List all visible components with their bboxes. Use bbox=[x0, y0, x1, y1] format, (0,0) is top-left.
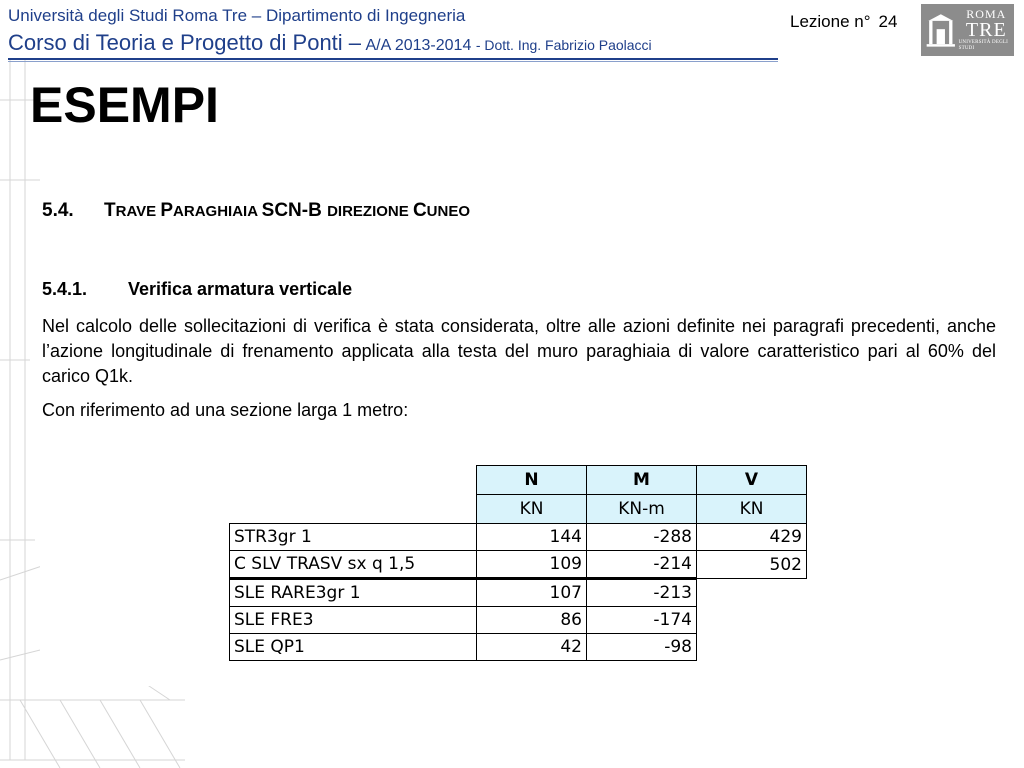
table-row bbox=[230, 607, 807, 634]
unit-N: KN bbox=[477, 495, 587, 524]
table-row bbox=[230, 579, 807, 607]
logo-words bbox=[959, 8, 1014, 52]
subsection-title: Verifica armatura verticale bbox=[128, 279, 353, 299]
logo-tre: TRE bbox=[965, 19, 1007, 41]
paragraph-2: Con riferimento ad una sezione larga 1 metro: bbox=[42, 400, 409, 420]
table-row bbox=[230, 524, 807, 551]
cell-M: -213 bbox=[587, 579, 697, 607]
row-label: SLE FRE3 bbox=[230, 607, 477, 634]
section-title-part: C bbox=[412, 200, 427, 221]
subsection-number: 5.4.1. bbox=[42, 279, 88, 299]
course-title: Corso di Teoria e Progetto di Ponti – bbox=[8, 30, 362, 55]
roma-tre-logo bbox=[921, 4, 1014, 56]
paragraph-1: Nel calcolo delle sollecitazioni di verifica è stata considerata, oltre alle azioni definite nei paragrafi precedenti, anche l’azione longitudinale di frenamento applicata alla testa del muro paraghiaia di valore caratteristico pari al 60% del carico Q1k. bbox=[42, 316, 996, 386]
arch-icon bbox=[925, 7, 957, 53]
row-label: SLE RARE3gr 1 bbox=[230, 579, 477, 607]
section-title-part: T bbox=[104, 200, 116, 221]
logo-subtitle: UNIVERSITÀ DEGLI STUDI bbox=[958, 40, 1009, 51]
cell-N: 109 bbox=[477, 551, 587, 579]
university-line: Università degli Studi Roma Tre – Dipartimento di Ingegneria bbox=[8, 6, 466, 25]
table-units-row bbox=[230, 495, 807, 524]
instructor: - Dott. Ing. Fabrizio Paolacci bbox=[475, 37, 652, 53]
lesson-number bbox=[790, 12, 897, 32]
row-label: SLE QP1 bbox=[230, 634, 477, 661]
cell-M: -214 bbox=[587, 551, 697, 579]
cell-M: -174 bbox=[587, 607, 697, 634]
section-title-part: RAVE bbox=[115, 203, 161, 220]
cell-N: 107 bbox=[477, 579, 587, 607]
header-rule-secondary bbox=[8, 61, 778, 62]
section-title-part: SCN-B bbox=[261, 200, 328, 221]
section-number: 5.4. bbox=[42, 200, 74, 221]
row-label: C SLV TRASV sx q 1,5 bbox=[230, 551, 477, 579]
academic-year: A/A 2013-2014 bbox=[365, 37, 472, 54]
cell-V: 502 bbox=[697, 551, 807, 579]
section-title bbox=[104, 200, 470, 221]
lesson-label: Lezione n° bbox=[790, 12, 871, 31]
header-V: V bbox=[697, 466, 807, 495]
lesson-value: 24 bbox=[878, 12, 898, 31]
forces-table bbox=[229, 465, 807, 661]
unit-M: KN-m bbox=[587, 495, 697, 524]
cell-N: 144 bbox=[477, 524, 587, 551]
section-heading bbox=[42, 200, 470, 222]
unit-V: KN bbox=[697, 495, 807, 524]
table-header-row bbox=[230, 466, 807, 495]
cell-M: -288 bbox=[587, 524, 697, 551]
logo-roma: ROMA bbox=[966, 7, 1007, 21]
cell-V: 429 bbox=[697, 524, 807, 551]
section-title-part: UNEO bbox=[426, 203, 471, 220]
table-row bbox=[230, 551, 807, 579]
section-title-part: ARAGHIAIA bbox=[173, 203, 262, 220]
header-N: N bbox=[477, 466, 587, 495]
row-label: STR3gr 1 bbox=[230, 524, 477, 551]
course-line bbox=[8, 30, 652, 56]
header-M: M bbox=[587, 466, 697, 495]
subsection-heading bbox=[42, 279, 352, 300]
header-rule bbox=[8, 58, 778, 60]
slide-title: ESEMPI bbox=[30, 77, 219, 133]
cell-N: 86 bbox=[477, 607, 587, 634]
section-title-part: P bbox=[160, 200, 174, 221]
table-row bbox=[230, 634, 807, 661]
section-title-part: DIREZIONE bbox=[327, 203, 413, 220]
cell-N: 42 bbox=[477, 634, 587, 661]
cell-M: -98 bbox=[587, 634, 697, 661]
